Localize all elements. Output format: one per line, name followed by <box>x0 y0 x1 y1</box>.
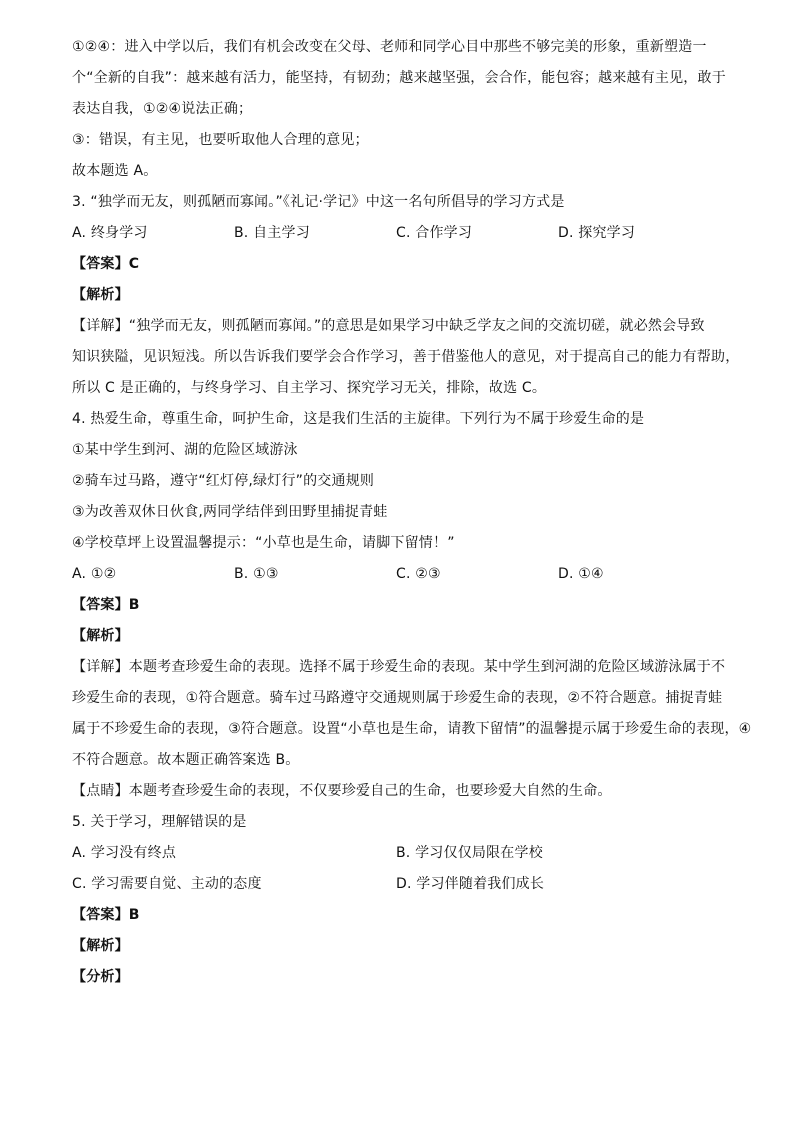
q3-options <box>72 218 732 249</box>
prev-explanation-line-3: 表达自我，①②④说法正确； <box>72 101 253 117</box>
q5-options-row-1 <box>72 838 732 869</box>
q4-detail-line-3: 属于不珍爱生命的表现，③符合题意。设置“小草也是生命，请教下留情”的温馨提示属于珍爱生命的表现，④ <box>72 721 752 737</box>
q4-detail-line-1: 【详解】本题考查珍爱生命的表现。选择不属于珍爱生命的表现。某中学生到河湖的危险区域游泳属于不 <box>72 659 726 675</box>
q5-option-d: D. 学习伴随着我们成长 <box>396 876 545 892</box>
q4-detail-line-2: 珍爱生命的表现，①符合题意。骑车过马路遵守交通规则属于珍爱生命的表现，②不符合题意。捕捉青蛙 <box>72 690 723 706</box>
q3-stem: 3. “独学而无友，则孤陋而寡闻。”《礼记·学记》中这一名句所倡导的学习方式是 <box>72 194 565 210</box>
q3-option-c: C. 合作学习 <box>396 225 473 241</box>
q4-analysis-heading: 【解析】 <box>72 628 129 644</box>
prev-conclusion: 故本题选 A。 <box>72 163 158 179</box>
q3-option-a: A. 终身学习 <box>72 225 148 241</box>
prev-explanation-line-1: ①②④：进入中学以后，我们有机会改变在父母、老师和同学心目中那些不够完美的形象，重新塑造一 <box>72 39 707 55</box>
q3-option-b: B. 自主学习 <box>234 225 310 241</box>
q4-item-4: ④学校草坪上设置温馨提示：“小草也是生命，请脚下留情！” <box>72 535 455 551</box>
q4-comment: 【点睛】本题考查珍爱生命的表现，不仅要珍爱自己的生命，也要珍爱大自然的生命。 <box>72 783 612 799</box>
q5-stem: 5. 关于学习，理解错误的是 <box>72 814 247 830</box>
q4-option-b: B. ①③ <box>234 566 279 582</box>
q3-detail-line-2: 知识狭隘，见识短浅。所以告诉我们要学会合作学习，善于借鉴他人的意见，对于提高自己的能力有帮助， <box>72 349 740 365</box>
q4-options <box>72 559 732 590</box>
q4-item-2: ②骑车过马路，遵守“红灯停,绿灯行”的交通规则 <box>72 473 375 489</box>
q4-item-1: ①某中学生到河、湖的危险区域游泳 <box>72 442 298 458</box>
prev-explanation-line-4: ③：错误，有主见，也要听取他人合理的意见； <box>72 132 369 148</box>
q5-fenxi-heading: 【分析】 <box>72 969 129 985</box>
q3-analysis-heading: 【解析】 <box>72 287 129 303</box>
q5-options-row-2 <box>72 869 732 900</box>
q4-stem: 4. 热爱生命，尊重生命，呵护生命，这是我们生活的主旋律。下列行为不属于珍爱生命的是 <box>72 411 645 427</box>
q4-option-d: D. ①④ <box>558 566 604 582</box>
document-page <box>72 32 752 993</box>
prev-explanation-line-2: 个“全新的自我”：越来越有活力，能坚持，有韧劲；越来越坚强，会合作，能包容；越来越有主见，敢于 <box>72 70 726 86</box>
q4-detail-line-4: 不符合题意。故本题正确答案选 B。 <box>72 752 300 768</box>
q3-answer: 【答案】C <box>72 256 140 272</box>
q3-detail-line-1: 【详解】“独学而无友，则孤陋而寡闻。”的意思是如果学习中缺乏学友之间的交流切磋，就必然会导致 <box>72 318 705 334</box>
q4-option-c: C. ②③ <box>396 566 441 582</box>
q5-option-c: C. 学习需要自觉、主动的态度 <box>72 876 262 892</box>
q5-option-b: B. 学习仅仅局限在学校 <box>396 845 543 861</box>
q5-option-a: A. 学习没有终点 <box>72 845 177 861</box>
q3-option-d: D. 探究学习 <box>558 225 636 241</box>
q4-option-a: A. ①② <box>72 566 117 582</box>
q4-item-3: ③为改善双休日伙食,两同学结伴到田野里捕捉青蛙 <box>72 504 388 520</box>
q5-analysis-heading: 【解析】 <box>72 938 129 954</box>
q4-answer: 【答案】B <box>72 597 140 613</box>
q5-answer: 【答案】B <box>72 907 140 923</box>
q3-detail-line-3: 所以 C 是正确的，与终身学习、自主学习、探究学习无关，排除，故选 C。 <box>72 380 547 396</box>
